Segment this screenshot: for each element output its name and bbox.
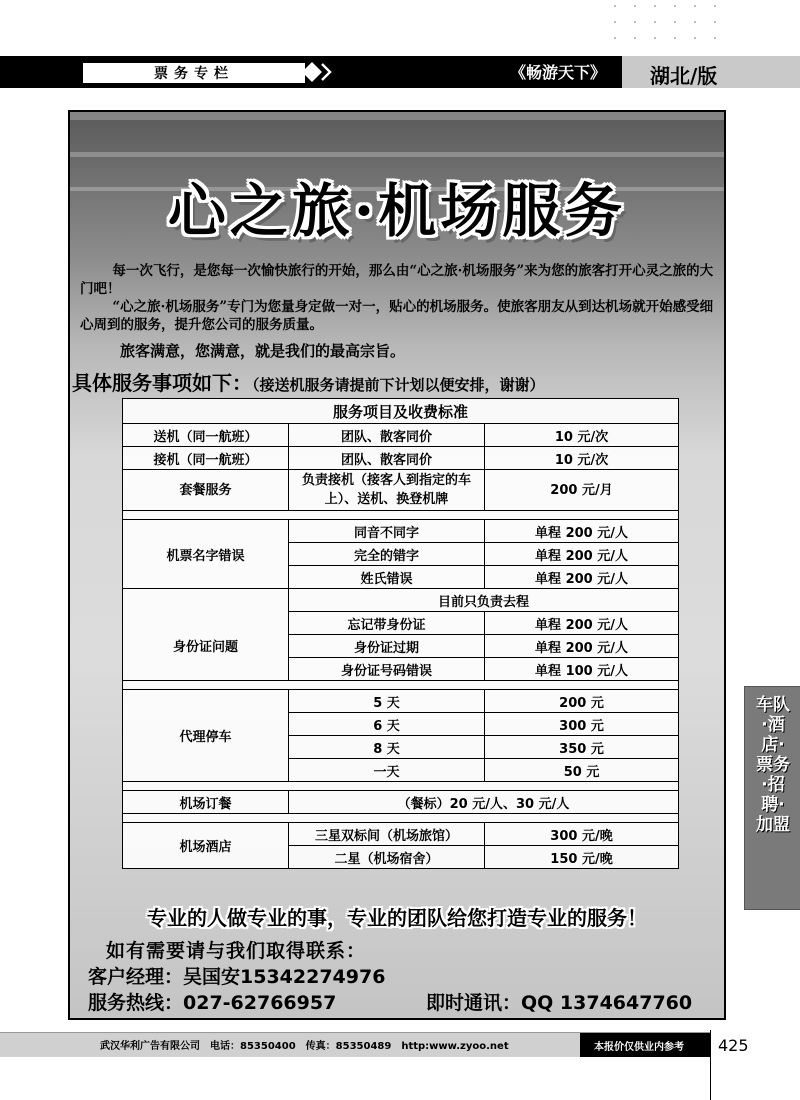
service-detail: 团队、散客同价: [289, 447, 485, 470]
empty-cell: [123, 589, 289, 612]
publisher-info: 武汉华利广告有限公司 电话：85350400 传真：85350489 http:www.zyoo.net: [100, 1041, 509, 1052]
service-detail: 同音不同字: [289, 520, 485, 543]
service-price: 300 元: [485, 713, 679, 736]
service-detail: 姓氏错误: [289, 566, 485, 589]
intro-text: [80, 262, 720, 334]
contact-intro: 如有需要请与我们取得联系：: [106, 940, 367, 962]
service-detail: 5 天: [289, 690, 485, 713]
account-manager: 客户经理：吴国安15342274976: [88, 966, 386, 988]
service-item: 机场酒店: [123, 823, 289, 869]
service-detail: 忘记带身份证: [289, 612, 485, 635]
id-note: 目前只负责去程: [289, 589, 679, 612]
table-row: [123, 520, 679, 543]
page-footer-bar: [0, 1032, 710, 1057]
column-tag: 票务专栏: [82, 62, 306, 84]
table-row: [123, 823, 679, 846]
table-row: [123, 511, 679, 520]
service-price: 单程 200 元/人: [485, 543, 679, 566]
service-price: 50 元: [485, 759, 679, 782]
table-spacer: [123, 681, 679, 690]
service-hotline: 服务热线：027-62766957: [88, 992, 337, 1014]
intro-paragraph-2: “心之旅·机场服务”专门为您量身定做一对一，贴心的机场服务。使旅客朋友从到达机场就开始感受细心周到的服务，提升您公司的服务质量。: [80, 299, 714, 333]
table-row: [123, 681, 679, 690]
service-detail: 一天: [289, 759, 485, 782]
price-notice: 本报价仅供业内参考: [594, 1042, 684, 1053]
service-subheading: [72, 367, 545, 396]
airport-service-panel: [68, 110, 726, 1020]
service-item: 接机（同一航班）: [123, 447, 289, 470]
service-detail: 身份证号码错误: [289, 658, 485, 681]
service-detail: 6 天: [289, 713, 485, 736]
service-detail: 团队、散客同价: [289, 424, 485, 447]
table-spacer: [123, 782, 679, 791]
service-item: 送机（同一航班）: [123, 424, 289, 447]
table-row: [123, 470, 679, 511]
service-price: 10 元/次: [485, 447, 679, 470]
table-row: [123, 424, 679, 447]
side-tab-label: 车队·酒店·票务·招聘·加盟: [756, 695, 790, 835]
instant-messaging: 即时通讯：QQ 1374647760: [426, 992, 693, 1014]
divider: [710, 1030, 711, 1100]
category-side-tab: [744, 686, 800, 910]
page-header-bar: [0, 56, 800, 88]
service-price: 单程 200 元/人: [485, 520, 679, 543]
service-price: 10 元/次: [485, 424, 679, 447]
service-price: 200 元: [485, 690, 679, 713]
service-detail: 身份证过期: [289, 635, 485, 658]
table-spacer: [123, 511, 679, 520]
page-number: 425: [718, 1036, 749, 1055]
publication-title: 《畅游天下》: [510, 63, 607, 82]
double-chevron-icon: [300, 62, 336, 82]
ceiling-beam: [70, 152, 724, 157]
service-price: 200 元/月: [485, 470, 679, 511]
service-price: 单程 200 元/人: [485, 612, 679, 635]
service-item: 套餐服务: [123, 470, 289, 511]
service-detail: 负责接机（接客人到指定的车上）、送机、换登机牌: [289, 470, 485, 511]
service-price: 单程 200 元/人: [485, 635, 679, 658]
service-detail: 完全的错字: [289, 543, 485, 566]
service-price-table: [122, 398, 679, 869]
subheading-note: （接送机服务请提前下计划以便安排，谢谢）: [252, 376, 545, 394]
service-detail: 二星（机场宿舍）: [289, 846, 485, 869]
table-row: [123, 791, 679, 814]
service-item: 代理停车: [123, 690, 289, 782]
service-price: 300 元/晚: [485, 823, 679, 846]
table-row: [123, 447, 679, 470]
service-detail: 8 天: [289, 736, 485, 759]
slogan: 专业的人做专业的事，专业的团队给您打造专业的服务！: [147, 906, 647, 930]
table-row: [123, 612, 679, 635]
service-detail: 三星双标间（机场旅馆）: [289, 823, 485, 846]
headline: 心之旅·机场服务: [167, 177, 627, 245]
intro-paragraph-1: 每一次飞行，是您每一次愉快旅行的开始，那么由“心之旅·机场服务”来为您的旅客打开心灵之旅的大门吧！: [80, 263, 714, 297]
ceiling-beam: [70, 112, 724, 120]
service-item: 机场订餐: [123, 791, 289, 814]
service-detail: （餐标）20 元/人、30 元/人: [289, 791, 679, 814]
table-row: [123, 814, 679, 823]
service-item: 身份证问题: [123, 612, 289, 681]
table-row: [123, 589, 679, 612]
table-title: 服务项目及收费标准: [123, 399, 679, 424]
table-spacer: [123, 814, 679, 823]
table-row: [123, 690, 679, 713]
service-price: 单程 200 元/人: [485, 566, 679, 589]
edition-label: 湖北/版: [650, 64, 718, 88]
service-item: 机票名字错误: [123, 520, 289, 589]
service-price: 单程 100 元/人: [485, 658, 679, 681]
subheading-main: 具体服务事项如下：: [72, 371, 252, 395]
table-row: [123, 782, 679, 791]
table-row: [123, 399, 679, 424]
service-price: 350 元: [485, 736, 679, 759]
decorative-dot-grid: [610, 0, 760, 50]
motto: 旅客满意，您满意，就是我们的最高宗旨。: [120, 342, 406, 360]
service-price: 150 元/晚: [485, 846, 679, 869]
